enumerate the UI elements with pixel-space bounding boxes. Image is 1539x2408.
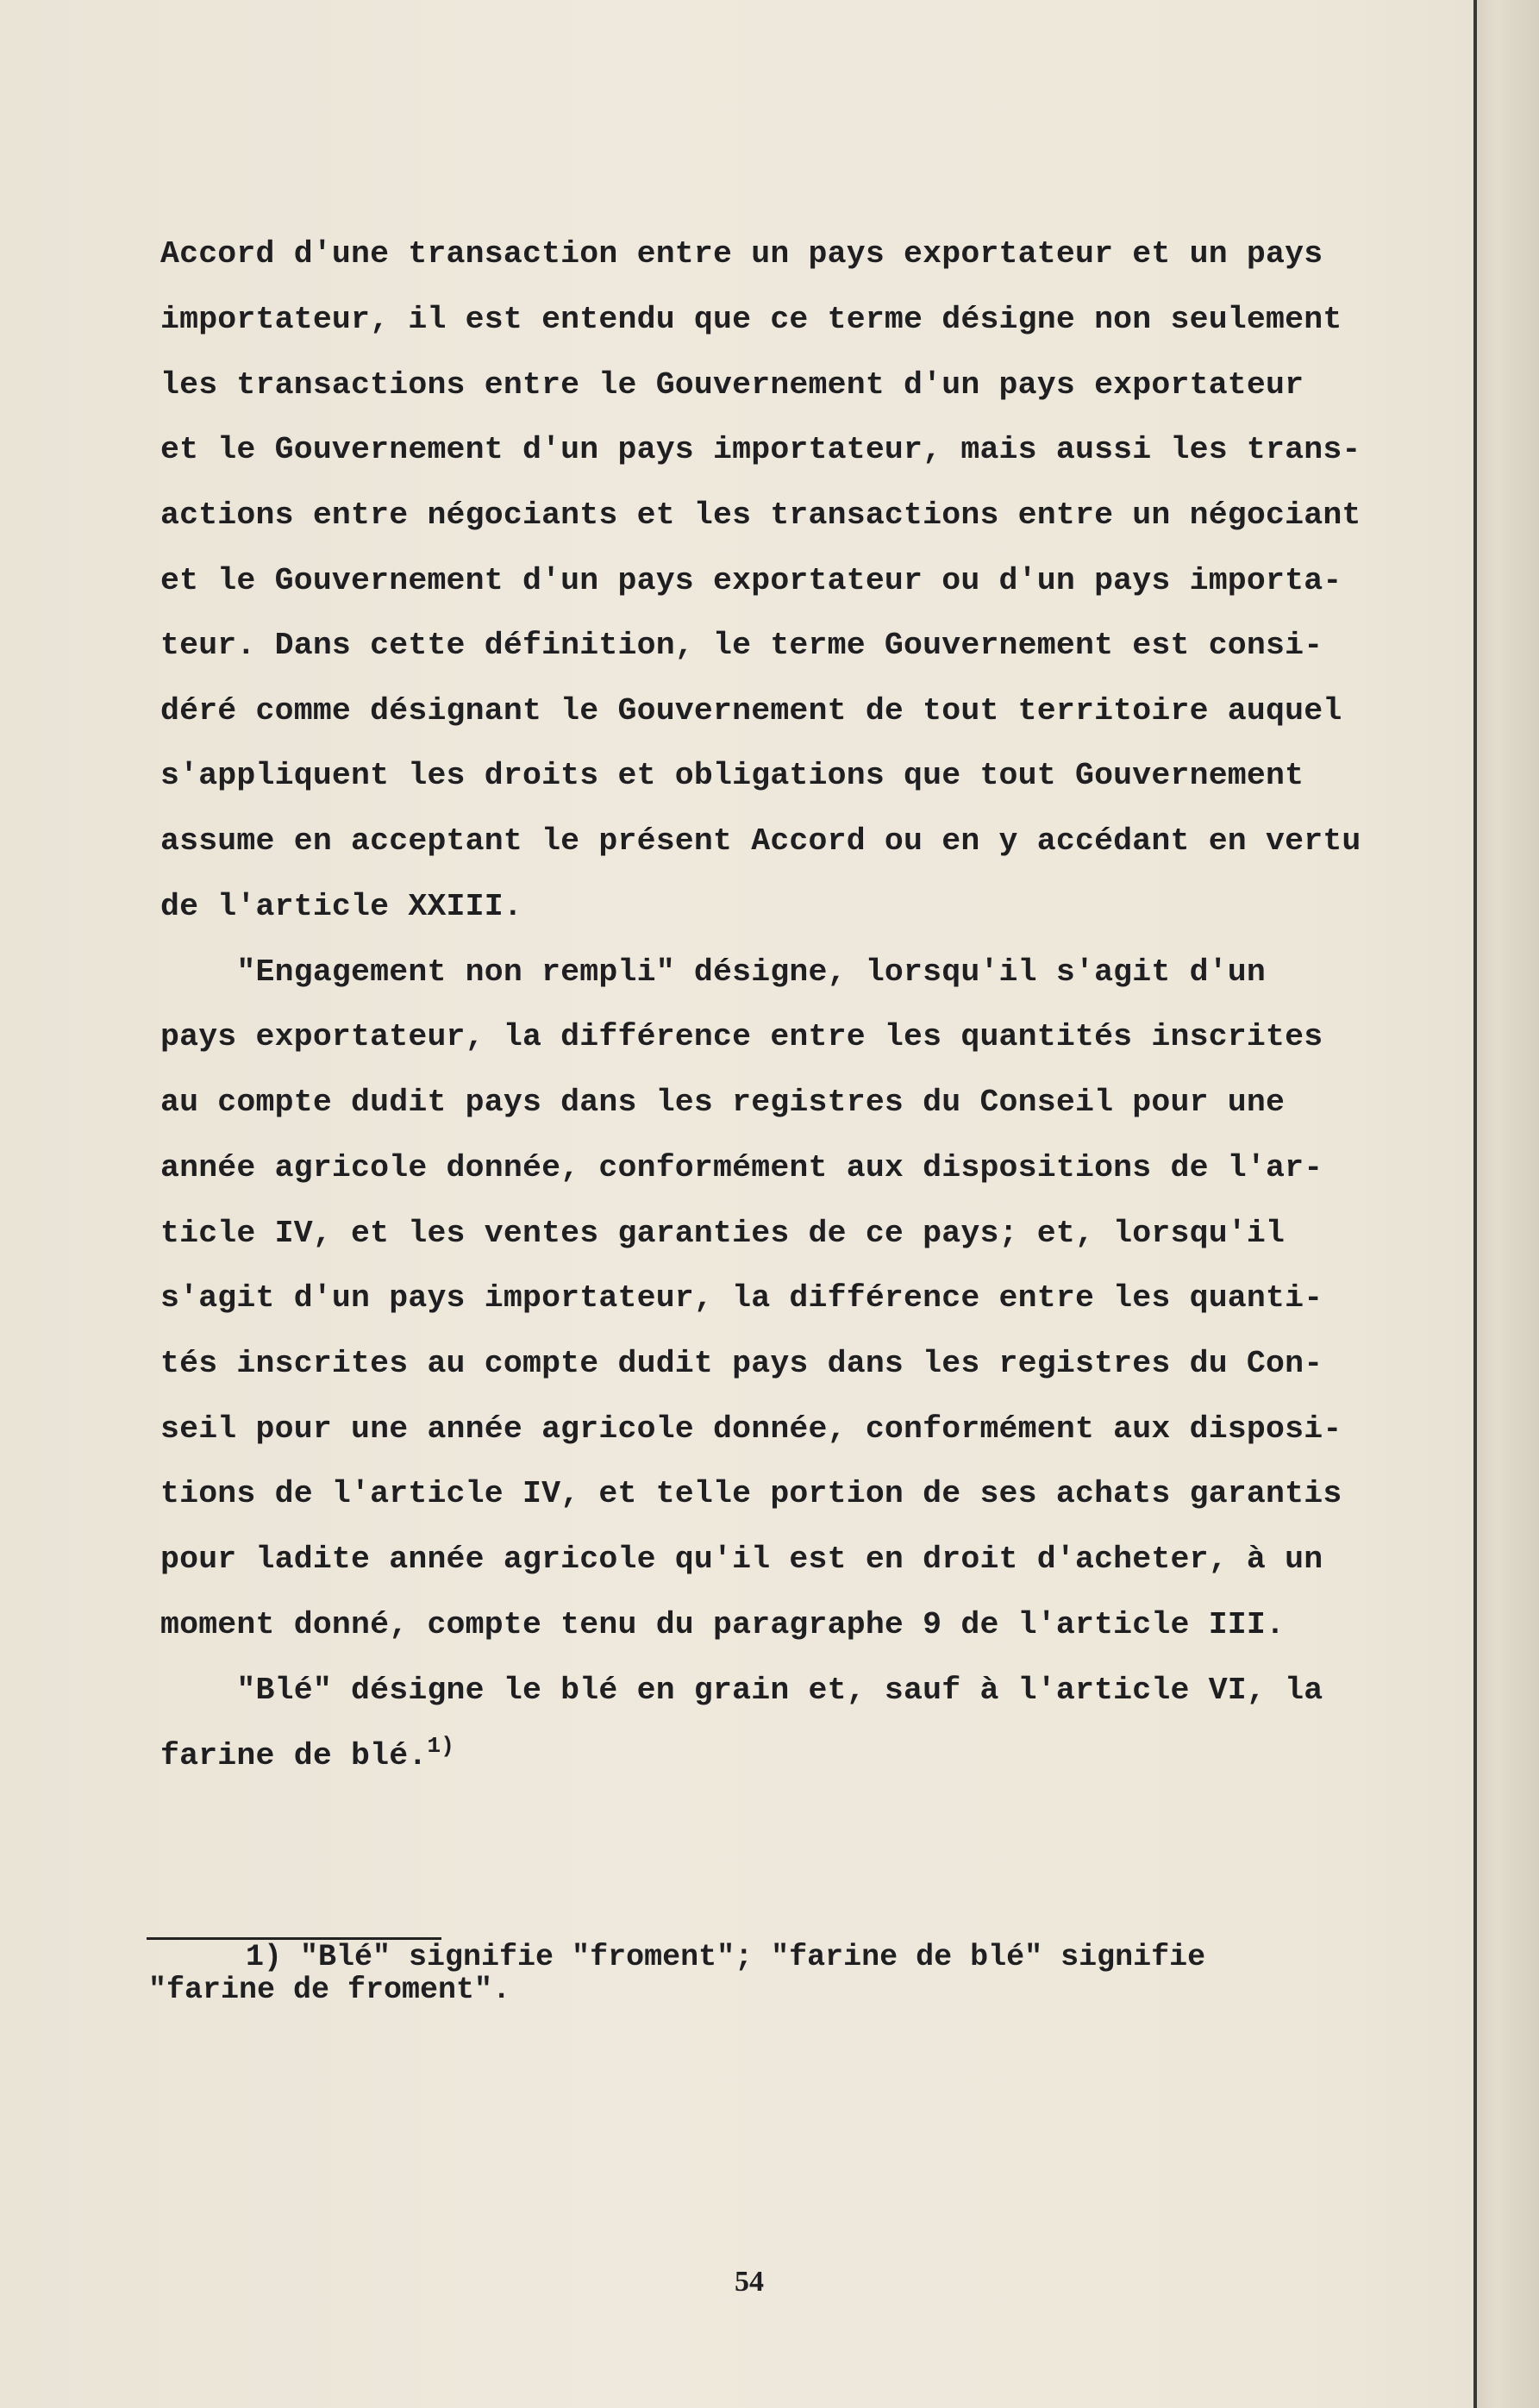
body-line: ticle IV, et les ventes garanties de ce pays; et, lorsqu'il — [160, 1216, 1286, 1251]
body-line-last — [160, 1733, 455, 1773]
body-line: pour ladite année agricole qu'il est en droit d'acheter, à un — [160, 1542, 1323, 1577]
body-line: au compte dudit pays dans les registres du Conseil pour une — [160, 1085, 1286, 1120]
body-line: seil pour une année agricole donnée, conformément aux disposi- — [160, 1411, 1342, 1447]
body-line: pays exportateur, la différence entre les quantités inscrites — [160, 1019, 1323, 1054]
body-line: et le Gouvernement d'un pays exportateur ou d'un pays importa- — [160, 563, 1342, 598]
footnote-line: 1) "Blé" signifie "froment"; "farine de blé" signifie — [246, 1940, 1206, 1974]
footnote-reference: 1) — [427, 1733, 455, 1759]
body-line: année agricole donnée, conformément aux dispositions de l'ar- — [160, 1150, 1323, 1185]
body-line: "Engagement non rempli" désigne, lorsqu'il s'agit d'un — [160, 954, 1267, 990]
body-line: teur. Dans cette définition, le terme Gouvernement est consi- — [160, 628, 1323, 663]
body-line: actions entre négociants et les transactions entre un négociant — [160, 497, 1361, 533]
page-number: 54 — [735, 2266, 764, 2298]
body-line: importateur, il est entendu que ce terme désigne non seulement — [160, 302, 1342, 337]
body-line: et le Gouvernement d'un pays importateur, mais aussi les trans- — [160, 432, 1361, 467]
body-line-text: farine de blé. — [160, 1738, 428, 1773]
body-line: s'agit d'un pays importateur, la différence entre les quanti- — [160, 1280, 1323, 1316]
body-line: s'appliquent les droits et obligations que tout Gouvernement — [160, 758, 1304, 793]
body-line: tés inscrites au compte dudit pays dans les registres du Con- — [160, 1346, 1323, 1381]
body-line: déré comme désignant le Gouvernement de tout territoire auquel — [160, 693, 1342, 729]
body-line: "Blé" désigne le blé en grain et, sauf à l'article VI, la — [160, 1673, 1323, 1708]
body-line: Accord d'une transaction entre un pays exportateur et un pays — [160, 236, 1323, 272]
body-line: assume en acceptant le présent Accord ou en y accédant en vertu — [160, 823, 1361, 859]
page-binding-edge — [1473, 0, 1539, 2408]
body-line: de l'article XXIII. — [160, 889, 522, 924]
body-line: moment donné, compte tenu du paragraphe 9 de l'article III. — [160, 1607, 1286, 1642]
footnote-line: "farine de froment". — [148, 1973, 511, 2007]
body-line: tions de l'article IV, et telle portion de ses achats garantis — [160, 1476, 1342, 1511]
body-line: les transactions entre le Gouvernement d'un pays exportateur — [160, 367, 1304, 403]
